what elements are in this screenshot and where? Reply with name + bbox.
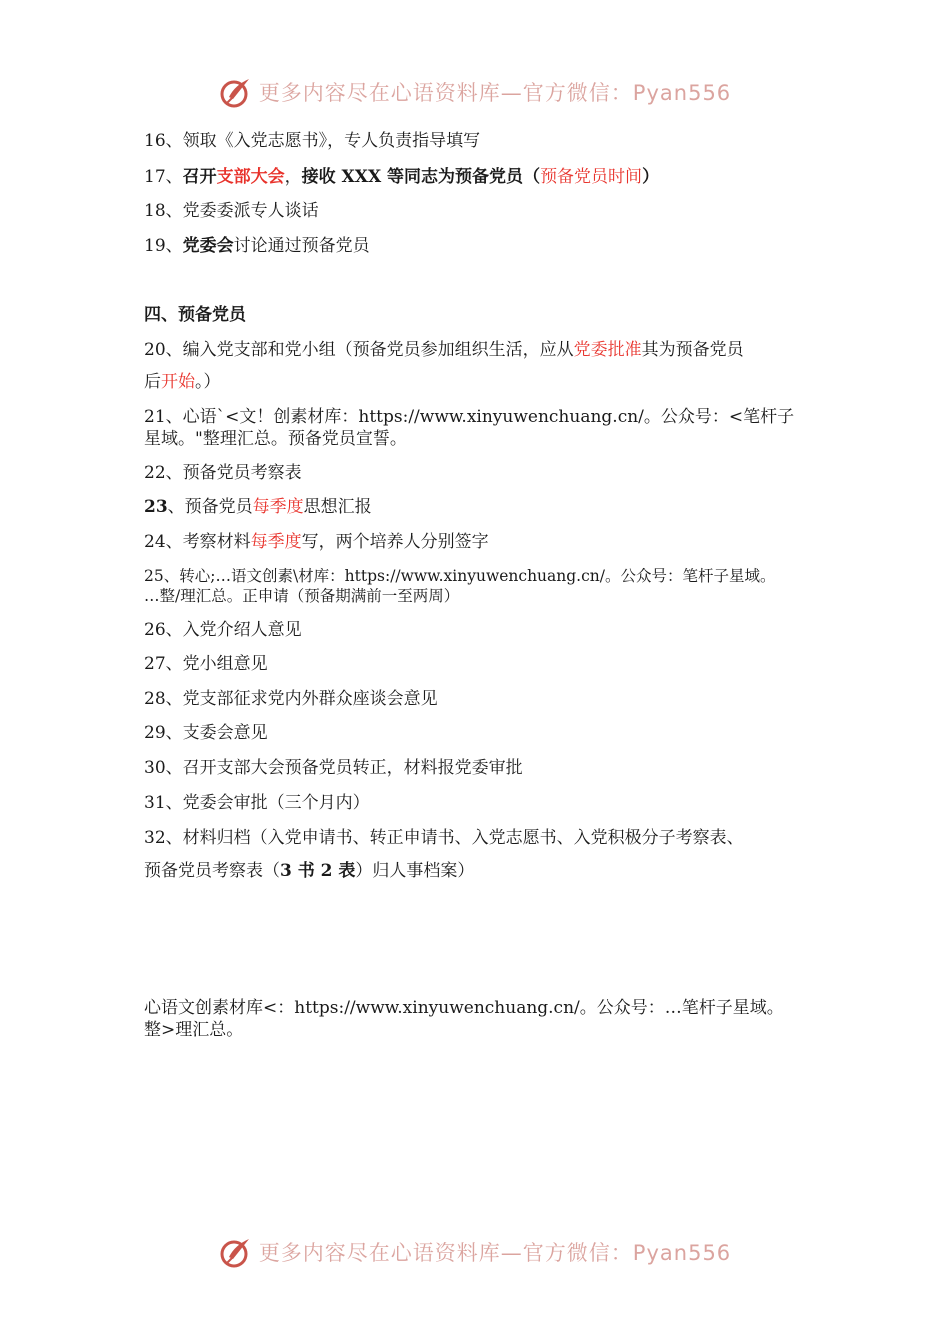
item-23-a: 、预备党员 xyxy=(167,497,253,517)
footer-banner xyxy=(0,1232,950,1272)
item-20-b: 党委批准 xyxy=(573,340,642,360)
item-17-num: 17、 xyxy=(144,167,183,187)
item-19-a: 党委会 xyxy=(182,236,234,256)
item-17-f: 预备党员时间 xyxy=(540,167,643,187)
footer-note-line2: 整>理汇总。 xyxy=(144,1020,244,1040)
item-20-e: 开始 xyxy=(161,372,195,392)
item-32-line2 xyxy=(144,860,834,882)
item-20-d: 后 xyxy=(144,372,161,392)
item-16: 16、领取《入党志愿书》，专人负责指导填写 xyxy=(144,131,481,151)
item-23-b: 每季度 xyxy=(252,497,304,517)
item-17-g: ） xyxy=(642,167,660,187)
item-25-line1: 25、转心;…语文创素\材库：https://www.xinyuwenchuang.cn/。公众号：笔杆子星域。 xyxy=(144,567,776,585)
banner-text: 更多内容尽在心语资料库—官方微信：Pyan556 xyxy=(258,1241,732,1265)
item-24-a: 24、考察材料 xyxy=(144,532,251,552)
item-20-c: 其为预备党员 xyxy=(641,340,744,360)
item-23-num: 23 xyxy=(144,497,168,517)
item-21-line1: 21、心语`<文！创素材库：https://www.xinyuwenchuang.cn/。公众号：<笔杆子 xyxy=(144,407,795,427)
item-22: 22、预备党员考察表 xyxy=(144,463,302,483)
footer-note-line1: 心语文创素材库<：https://www.xinyuwenchuang.cn/。公众号：…笔杆子星域。 xyxy=(144,998,784,1018)
item-19-num: 19、 xyxy=(144,236,183,256)
item-30: 30、召开支部大会预备党员转正，材料报党委审批 xyxy=(144,758,523,778)
item-24-c: 写，两个培养人分别签字 xyxy=(301,532,489,552)
item-21-line2: 星域。"整理汇总。预备党员宣誓。 xyxy=(144,429,407,449)
item-19-b: 讨论通过预备党员 xyxy=(233,236,370,256)
item-20-a: 20、编入党支部和党小组（预备党员参加组织生活，应从 xyxy=(144,340,574,360)
item-17-a: 召开 xyxy=(182,167,217,187)
quill-seal-logo-icon xyxy=(219,75,253,109)
item-32-b2: 3 书 2 表 xyxy=(280,861,356,881)
section-4-heading: 四、预备党员 xyxy=(144,305,246,325)
item-25-line2: …整/理汇总。正申请（预备期满前一至两周） xyxy=(144,587,460,605)
item-32-b3: ）归人事档案） xyxy=(355,861,475,881)
item-24-b: 每季度 xyxy=(250,532,302,552)
item-18: 18、党委委派专人谈话 xyxy=(144,201,319,221)
item-29: 29、支委会意见 xyxy=(144,723,268,743)
item-20-line2 xyxy=(144,371,834,393)
item-17 xyxy=(144,166,834,188)
item-17-b: 支部大会 xyxy=(216,167,285,187)
banner-text: 更多内容尽在心语资料库—官方微信：Pyan556 xyxy=(258,81,732,105)
item-17-d: 接收 XXX 等同志为预备党员 xyxy=(301,167,524,187)
item-23 xyxy=(144,496,834,518)
header-banner xyxy=(0,72,950,112)
item-31: 31、党委会审批（三个月内） xyxy=(144,793,370,813)
item-20-f: 。） xyxy=(195,372,221,392)
item-24 xyxy=(144,531,834,553)
item-20-line1 xyxy=(144,339,834,361)
item-19 xyxy=(144,235,834,257)
item-32-b1: 预备党员考察表（ xyxy=(144,861,280,881)
item-23-c: 思想汇报 xyxy=(303,497,372,517)
item-28: 28、党支部征求党内外群众座谈会意见 xyxy=(144,689,438,709)
quill-seal-logo-icon xyxy=(219,1235,253,1269)
item-32-line1: 32、材料归档（入党申请书、转正申请书、入党志愿书、入党积极分子考察表、 xyxy=(144,828,744,848)
item-17-e: （ xyxy=(523,167,541,187)
item-27: 27、党小组意见 xyxy=(144,654,268,674)
item-26: 26、入党介绍人意见 xyxy=(144,620,302,640)
item-17-c: ， xyxy=(284,167,302,187)
